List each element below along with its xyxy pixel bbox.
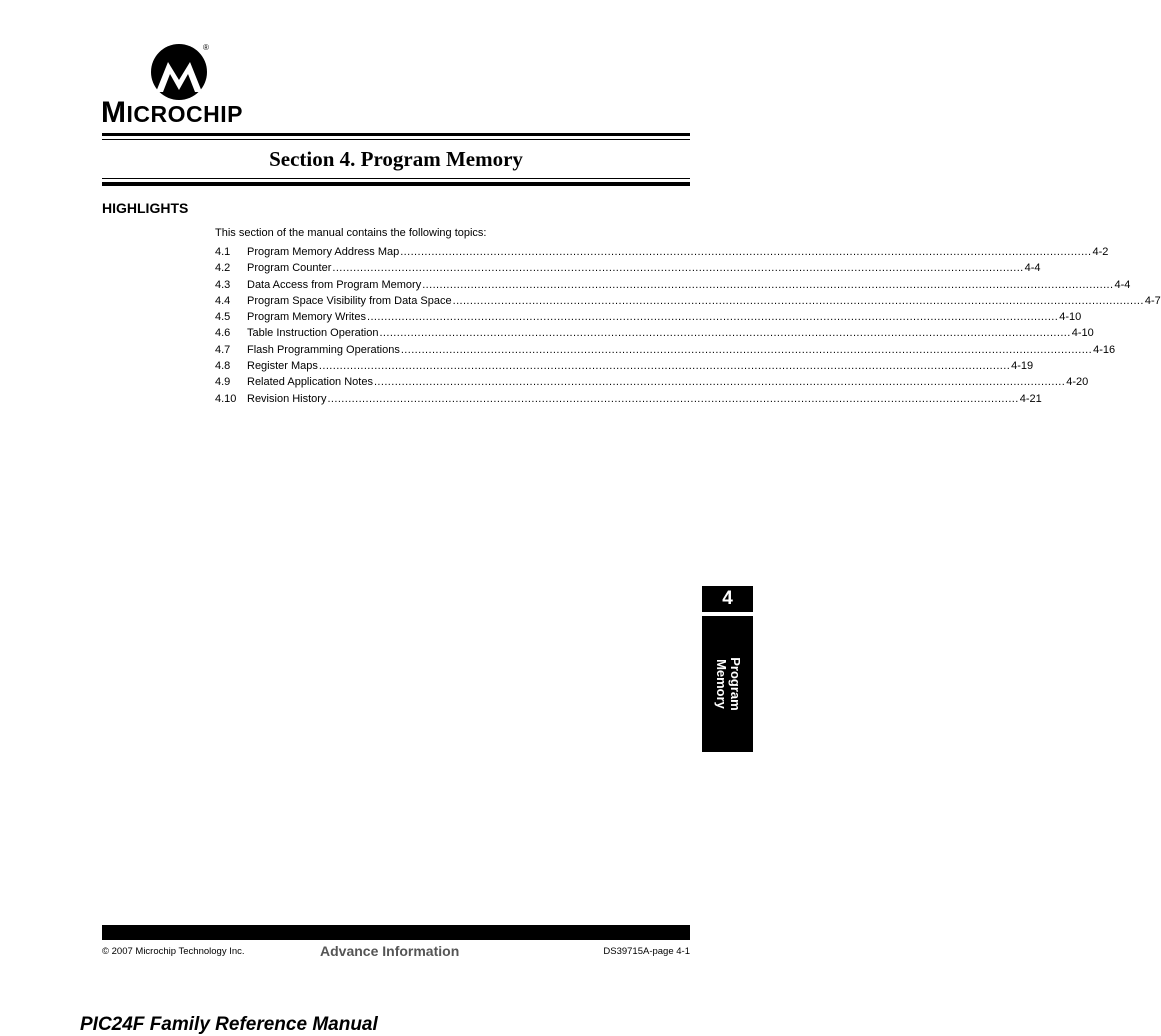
toc-title: Flash Programming Operations: [247, 343, 400, 356]
toc-entry[interactable]: [215, 358, 1034, 374]
toc-entry[interactable]: [215, 244, 1109, 260]
toc-title: Data Access from Program Memory: [247, 278, 422, 291]
toc-page: 4-21: [1019, 392, 1042, 405]
toc-page: 4-7: [1144, 294, 1161, 307]
toc-number: 4.4: [215, 294, 231, 307]
toc-title: Program Memory Address Map: [247, 246, 400, 258]
toc-page: 4-2: [1092, 246, 1109, 258]
toc-number: 4.3: [215, 278, 231, 291]
title-rule-top-thick: [102, 133, 690, 136]
toc-leader: ........................................................................................................................................................................................................: [400, 246, 1092, 258]
toc-number: 4.6: [215, 327, 231, 340]
toc-number: 4.5: [215, 311, 231, 324]
section-tab-number: 4: [702, 586, 753, 612]
toc-leader: ........................................................................................................................................................................................................: [452, 294, 1144, 307]
toc-title: Related Application Notes: [247, 376, 373, 389]
toc-number: 4.1: [215, 246, 231, 258]
registered-mark: ®: [203, 43, 209, 52]
section-tab: [702, 616, 753, 752]
toc-leader: ........................................................................................................................................................................................................: [400, 343, 1093, 356]
toc-entry[interactable]: [215, 391, 1042, 407]
toc-title: Table Instruction Operation: [247, 327, 379, 340]
toc-entry[interactable]: [215, 309, 1082, 325]
highlights-intro: This section of the manual contains the following topics:: [215, 227, 487, 239]
toc-entry[interactable]: [215, 342, 1116, 358]
title-rule-bottom-thin: [102, 178, 690, 179]
toc-leader: ........................................................................................................................................................................................................: [332, 262, 1024, 275]
toc-leader: ........................................................................................................................................................................................................: [327, 392, 1019, 405]
toc-page: 4-10: [1059, 311, 1082, 324]
toc-page: 4-4: [1024, 262, 1041, 275]
toc-title: Program Space Visibility from Data Space: [247, 294, 452, 307]
toc-number: 4.9: [215, 376, 231, 389]
title-rule-bottom-thick: [102, 182, 690, 186]
footer-doc-page: DS39715A-page 4-1: [603, 946, 690, 957]
brand-rest: ICROCHIP: [126, 101, 243, 127]
toc-page: 4-19: [1011, 360, 1034, 373]
brand-initial: M: [101, 96, 127, 129]
toc-leader: ........................................................................................................................................................................................................: [379, 327, 1071, 340]
toc-page: 4-20: [1066, 376, 1089, 389]
section-tab-label: [714, 657, 742, 710]
toc-entry[interactable]: [215, 293, 1161, 309]
table-of-contents: [215, 244, 1161, 407]
brand-name: [101, 97, 243, 130]
footer-rule: [102, 925, 690, 940]
microchip-logo-icon: [146, 40, 216, 102]
toc-leader: ........................................................................................................................................................................................................: [318, 360, 1011, 373]
toc-page: 4-10: [1071, 327, 1094, 340]
toc-number: 4.8: [215, 360, 231, 373]
section-tab-label-line2: Memory: [713, 659, 729, 709]
toc-entry[interactable]: [215, 277, 1131, 293]
toc-title: Revision History: [247, 392, 327, 405]
title-rule-top-thin: [102, 139, 690, 140]
footer-advance-info: Advance Information: [320, 943, 460, 959]
toc-number: 4.10: [215, 392, 237, 405]
footer-copyright: © 2007 Microchip Technology Inc.: [102, 946, 245, 957]
highlights-heading: HIGHLIGHTS: [102, 200, 189, 216]
section-tab-label-line1: Program: [727, 657, 743, 711]
toc-number: 4.7: [215, 343, 231, 356]
toc-title: Program Memory Writes: [247, 311, 366, 324]
toc-page: 4-16: [1093, 343, 1116, 356]
toc-entry[interactable]: [215, 374, 1089, 390]
toc-title: Program Counter: [247, 262, 332, 275]
toc-page: 4-4: [1114, 278, 1131, 291]
page-title: Section 4. Program Memory: [269, 147, 523, 171]
toc-number: 4.2: [215, 262, 231, 275]
toc-entry[interactable]: [215, 325, 1094, 341]
toc-leader: ........................................................................................................................................................................................................: [373, 376, 1066, 389]
toc-entry[interactable]: [215, 260, 1041, 276]
next-page-header: PIC24F Family Reference Manual: [80, 1014, 378, 1035]
toc-leader: ........................................................................................................................................................................................................: [422, 278, 1114, 291]
toc-title: Register Maps: [247, 360, 318, 373]
toc-leader: ........................................................................................................................................................................................................: [366, 311, 1059, 324]
